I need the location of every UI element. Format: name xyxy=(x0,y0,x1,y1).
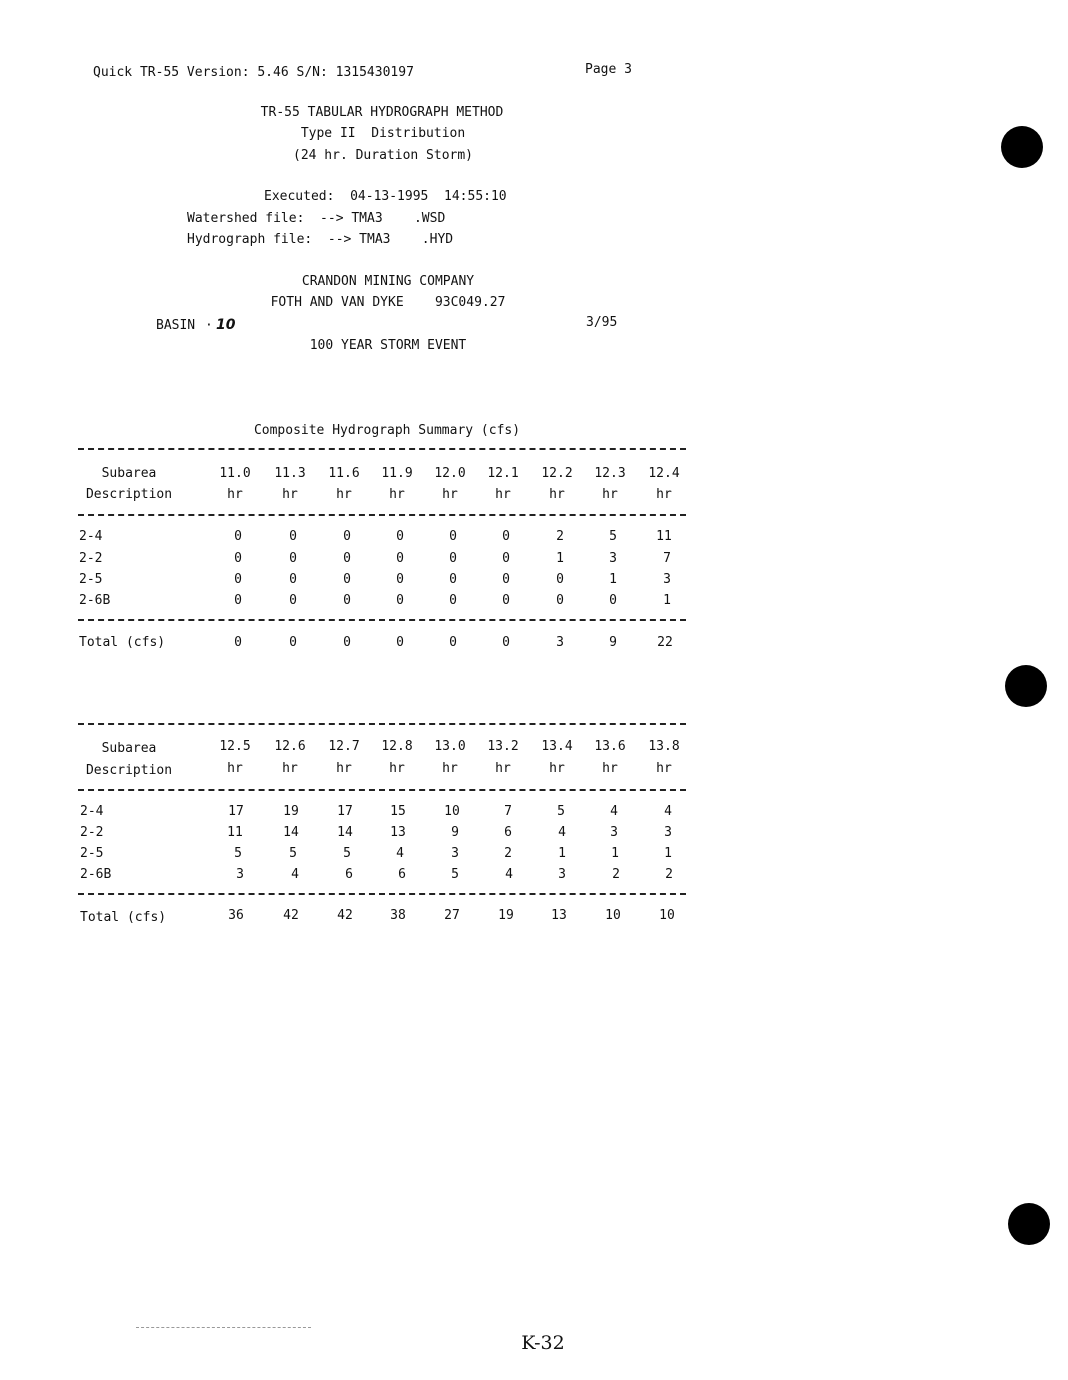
basin-number-handwritten: 10 xyxy=(216,317,236,333)
total-cell: 10 xyxy=(605,908,621,923)
time-header: 11.0 xyxy=(219,466,251,481)
table-cell: 15 xyxy=(390,804,406,819)
time-header: 12.6 xyxy=(274,739,306,754)
unit-header: hr xyxy=(656,487,672,502)
unit-header: hr xyxy=(282,761,298,776)
storm-event: 100 YEAR STORM EVENT xyxy=(309,338,467,353)
table-cell: 0 xyxy=(289,529,297,544)
table-cell: 7 xyxy=(663,551,671,566)
table-cell: 7 xyxy=(504,804,512,819)
total-cell: 22 xyxy=(657,635,673,650)
table-cell: 0 xyxy=(289,572,297,587)
company-name: CRANDON MINING COMPANY xyxy=(301,274,475,289)
watershed-file: Watershed file: --> TMA3 .WSD xyxy=(187,211,446,226)
subarea-name: 2-2 xyxy=(79,551,103,566)
hydrograph-file: Hydrograph file: --> TMA3 .HYD xyxy=(187,232,454,247)
table-cell: 5 xyxy=(609,529,617,544)
total-cell: 42 xyxy=(337,908,353,923)
table-cell: 6 xyxy=(398,867,406,882)
subarea-name: 2-6B xyxy=(79,593,111,608)
total-cell: 0 xyxy=(396,635,404,650)
table-rule xyxy=(78,789,686,791)
table-cell: 0 xyxy=(343,572,351,587)
table-cell: 6 xyxy=(504,825,512,840)
consultant-project: FOTH AND VAN DYKE 93C049.27 xyxy=(270,295,506,310)
table-cell: 0 xyxy=(234,529,242,544)
total-cell: 27 xyxy=(444,908,460,923)
basin-label: BASIN xyxy=(156,318,196,333)
unit-header: hr xyxy=(282,487,298,502)
table-cell: 0 xyxy=(609,593,617,608)
table-cell: 1 xyxy=(556,551,564,566)
total-cell: 42 xyxy=(283,908,299,923)
table-cell: 0 xyxy=(556,593,564,608)
table-cell: 1 xyxy=(664,846,672,861)
table-cell: 3 xyxy=(558,867,566,882)
table-cell: 0 xyxy=(396,529,404,544)
unit-header: hr xyxy=(442,487,458,502)
table-cell: 3 xyxy=(609,551,617,566)
basin-separator: · xyxy=(205,318,213,333)
table-cell: 0 xyxy=(396,572,404,587)
table-cell: 4 xyxy=(505,867,513,882)
total-cell: 0 xyxy=(502,635,510,650)
table-cell: 0 xyxy=(449,593,457,608)
total-cell: 0 xyxy=(343,635,351,650)
total-cell: 36 xyxy=(228,908,244,923)
total-cell: 9 xyxy=(609,635,617,650)
table-cell: 4 xyxy=(396,846,404,861)
table-cell: 1 xyxy=(611,846,619,861)
table-cell: 4 xyxy=(664,804,672,819)
table-cell: 0 xyxy=(502,529,510,544)
table-cell: 11 xyxy=(656,529,672,544)
table-cell: 0 xyxy=(343,593,351,608)
unit-header: hr xyxy=(336,761,352,776)
total-cell: 38 xyxy=(390,908,406,923)
table-cell: 5 xyxy=(289,846,297,861)
storm-duration: (24 hr. Duration Storm) xyxy=(292,148,474,163)
unit-header: hr xyxy=(549,487,565,502)
total-cell: 10 xyxy=(659,908,675,923)
table-cell: 17 xyxy=(228,804,244,819)
subarea-name: 2-5 xyxy=(79,572,103,587)
table-cell: 19 xyxy=(283,804,299,819)
time-header: 12.2 xyxy=(541,466,573,481)
time-header: 12.0 xyxy=(434,466,466,481)
subarea-name: 2-6B xyxy=(80,867,112,882)
total-cell: 0 xyxy=(289,635,297,650)
total-label: Total (cfs) xyxy=(80,910,167,925)
subarea-header: Subarea xyxy=(101,741,157,756)
table-cell: 0 xyxy=(449,529,457,544)
table-rule xyxy=(78,893,686,895)
table-cell: 4 xyxy=(291,867,299,882)
time-header: 13.6 xyxy=(594,739,626,754)
executed-timestamp: Executed: 04-13-1995 14:55:10 xyxy=(264,189,507,204)
table-cell: 0 xyxy=(343,551,351,566)
program-version: Quick TR-55 Version: 5.46 S/N: 1315430197 xyxy=(93,65,414,80)
table-cell: 6 xyxy=(345,867,353,882)
unit-header: hr xyxy=(602,487,618,502)
time-header: 11.3 xyxy=(274,466,306,481)
report-date: 3/95 xyxy=(586,315,618,330)
page-number: K-32 xyxy=(521,1332,565,1354)
total-cell: 0 xyxy=(449,635,457,650)
table-cell: 11 xyxy=(227,825,243,840)
table-cell: 3 xyxy=(610,825,618,840)
table-cell: 0 xyxy=(289,551,297,566)
total-cell: 13 xyxy=(551,908,567,923)
table-cell: 0 xyxy=(502,593,510,608)
unit-header: hr xyxy=(227,761,243,776)
table-cell: 5 xyxy=(557,804,565,819)
table-cell: 17 xyxy=(337,804,353,819)
unit-header: hr xyxy=(656,761,672,776)
table-cell: 4 xyxy=(610,804,618,819)
description-header: Description xyxy=(85,487,173,502)
table-cell: 14 xyxy=(337,825,353,840)
total-cell: 0 xyxy=(234,635,242,650)
table-cell: 14 xyxy=(283,825,299,840)
unit-header: hr xyxy=(549,761,565,776)
unit-header: hr xyxy=(602,761,618,776)
unit-header: hr xyxy=(495,761,511,776)
table-cell: 0 xyxy=(502,572,510,587)
table-cell: 0 xyxy=(234,551,242,566)
table-cell: 2 xyxy=(556,529,564,544)
table-cell: 3 xyxy=(236,867,244,882)
time-header: 13.4 xyxy=(541,739,573,754)
table-cell: 2 xyxy=(665,867,673,882)
total-cell: 3 xyxy=(556,635,564,650)
table-cell: 1 xyxy=(663,593,671,608)
page-label: Page 3 xyxy=(585,62,632,77)
scan-mark xyxy=(136,1327,311,1328)
table-cell: 0 xyxy=(502,551,510,566)
description-header: Description xyxy=(85,763,173,778)
total-label: Total (cfs) xyxy=(79,635,166,650)
time-header: 13.0 xyxy=(434,739,466,754)
unit-header: hr xyxy=(227,487,243,502)
table-cell: 2 xyxy=(612,867,620,882)
table-cell: 0 xyxy=(343,529,351,544)
unit-header: hr xyxy=(495,487,511,502)
time-header: 12.3 xyxy=(594,466,626,481)
table-cell: 9 xyxy=(451,825,459,840)
subarea-name: 2-4 xyxy=(80,804,104,819)
subarea-name: 2-4 xyxy=(79,529,103,544)
table-cell: 3 xyxy=(451,846,459,861)
table-cell: 0 xyxy=(289,593,297,608)
time-header: 11.6 xyxy=(328,466,360,481)
unit-header: hr xyxy=(389,761,405,776)
table-cell: 0 xyxy=(396,551,404,566)
table-cell: 0 xyxy=(449,572,457,587)
table-cell: 0 xyxy=(234,572,242,587)
unit-header: hr xyxy=(389,487,405,502)
table-cell: 3 xyxy=(664,825,672,840)
subarea-name: 2-5 xyxy=(80,846,104,861)
table-cell: 1 xyxy=(609,572,617,587)
time-header: 13.2 xyxy=(487,739,519,754)
table-cell: 3 xyxy=(663,572,671,587)
time-header: 12.5 xyxy=(219,739,251,754)
time-header: 12.1 xyxy=(487,466,519,481)
total-cell: 19 xyxy=(498,908,514,923)
time-header: 12.7 xyxy=(328,739,360,754)
table-cell: 1 xyxy=(558,846,566,861)
time-header: 11.9 xyxy=(381,466,413,481)
table-cell: 5 xyxy=(234,846,242,861)
distribution-type: Type II Distribution xyxy=(300,126,466,141)
table-cell: 2 xyxy=(504,846,512,861)
table-cell: 13 xyxy=(390,825,406,840)
subarea-name: 2-2 xyxy=(80,825,104,840)
time-header: 12.8 xyxy=(381,739,413,754)
subarea-header: Subarea xyxy=(101,466,157,481)
unit-header: hr xyxy=(336,487,352,502)
table-cell: 10 xyxy=(444,804,460,819)
table-cell: 0 xyxy=(449,551,457,566)
table-cell: 0 xyxy=(234,593,242,608)
table-cell: 0 xyxy=(556,572,564,587)
table-rule xyxy=(78,723,686,725)
time-header: 13.8 xyxy=(648,739,680,754)
method-title: TR-55 TABULAR HYDROGRAPH METHOD xyxy=(260,105,504,120)
table-cell: 0 xyxy=(396,593,404,608)
table-cell: 5 xyxy=(451,867,459,882)
table-cell: 4 xyxy=(558,825,566,840)
unit-header: hr xyxy=(442,761,458,776)
table-cell: 5 xyxy=(343,846,351,861)
time-header: 12.4 xyxy=(648,466,680,481)
summary-title: Composite Hydrograph Summary (cfs) xyxy=(253,423,521,438)
